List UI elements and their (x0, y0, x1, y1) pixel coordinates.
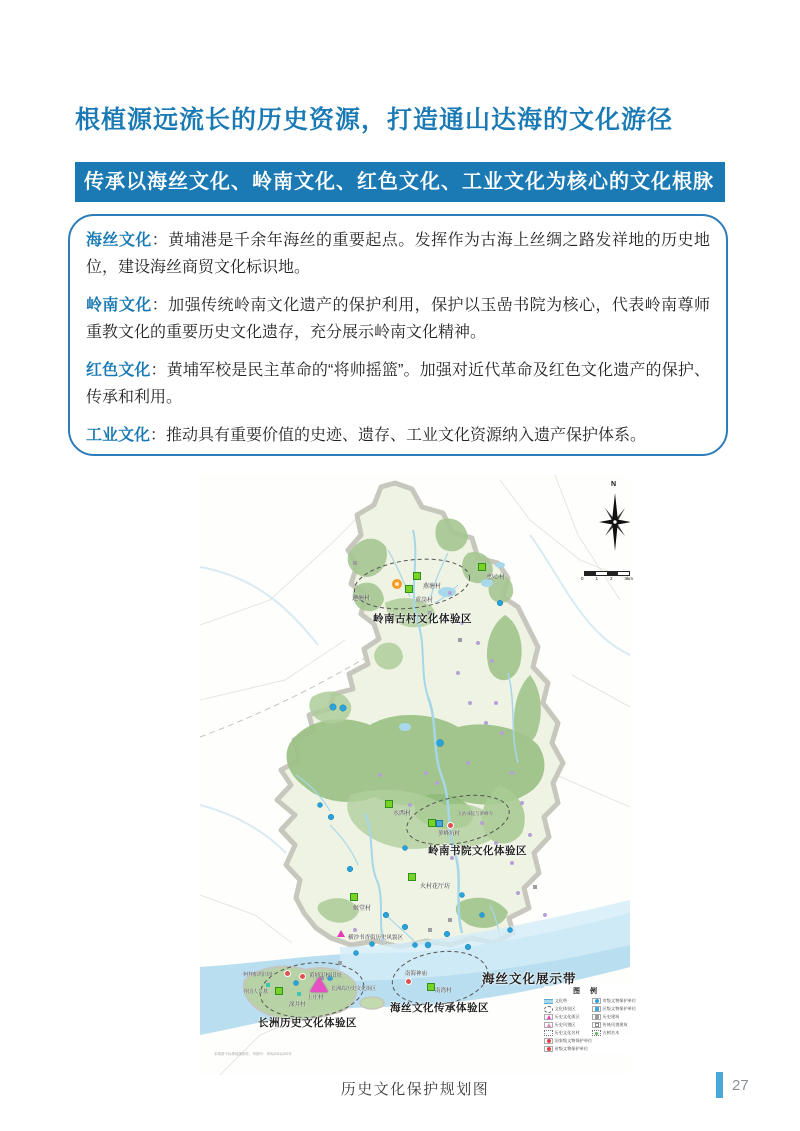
site-label: 塱心村 (487, 575, 506, 581)
historic-street-icon (544, 1014, 553, 1020)
site-label: 莲塘村 (352, 596, 371, 602)
paragraph-gongye: 工业文化：推动具有重要价值的史迹、遗存、工业文化资源纳入遗产保护体系。 (86, 427, 647, 444)
site-label: 长洲岛历史文化街区 (331, 986, 377, 992)
legend-item: 历史建筑 (592, 1014, 630, 1021)
legend-item: 传统风貌建筑 (592, 1022, 630, 1029)
zone-label-lingnan-villages: 岭南古村文化体验区 (373, 613, 472, 625)
paragraph-haisi-text: 黄埔港是千余年海丝的重要起点。发挥作为古海上丝绸之路发祥地的历史地位，建设海丝商贸文化标识地。 (86, 232, 710, 276)
site-label: 黄埔军校旧址 (309, 973, 343, 979)
paragraph-lingnan: 岭南文化：加强传统岭南文化遗产的保护利用，保护以玉嵒书院为核心，代表岭南尊师重教文化的重要历史文化遗存，充分展示岭南文化精神。 (86, 297, 710, 341)
site-label: 柯拜船坞旧址 (243, 972, 274, 978)
page-number: 27 (732, 1077, 749, 1094)
legend-item: 市级文物保护单位 (592, 998, 630, 1005)
page-number-bar (716, 1072, 723, 1098)
zone-label-haisi-heritage: 海丝文化传承体验区 (390, 1002, 489, 1014)
site-label: 深井村 (289, 1002, 306, 1008)
site-label: 姬堂村 (353, 906, 372, 912)
legend-item: 历史文化街区 (544, 1014, 590, 1021)
site-label: 萝峰坑村 (438, 831, 461, 837)
term-gongye: 工业文化 (86, 427, 151, 444)
legend-title: 图 例 (573, 988, 601, 995)
culture-belt-icon (544, 998, 553, 1004)
paragraph-hongse-text: 黄埔军校是民主革命的“将帅摇篮”。加强对近代革命及红色文化遗产的保护、传承和利用。 (86, 362, 710, 406)
paragraph-gongye-text: 推动具有重要价值的史迹、遗存、工业文化资源纳入遗产保护体系。 (166, 427, 647, 444)
district-heritage-icon (592, 1006, 601, 1012)
legend-item: 历史文化名村 (544, 1030, 590, 1037)
zone-label-haisi-belt: 海丝文化展示带 (482, 972, 577, 986)
site-label: 火村花厅坊 (420, 884, 451, 890)
planning-map (200, 475, 637, 1075)
site-label: 南湾村 (435, 988, 452, 994)
ancient-tree-icon (592, 1030, 601, 1036)
culture-summary-box (68, 214, 728, 456)
map-disclaimer: 本图基于标准地图制作，审图号：粤S(2021)100号 (214, 1052, 292, 1056)
legend-item: 区级文物保护单位 (592, 1006, 630, 1013)
national-heritage-icon (544, 1038, 553, 1044)
provincial-heritage-icon (544, 1046, 553, 1052)
site-label: 上庄村 (307, 995, 324, 1001)
site-label: 水西村 (393, 811, 412, 817)
legend-item: 文化带 (544, 998, 590, 1005)
city-heritage-icon (592, 998, 601, 1004)
site-label: 燕塘村 (423, 584, 442, 590)
paragraph-hongse: 红色文化：黄埔军校是民主革命的“将帅摇篮”。加强对近代革命及红色文化遗产的保护、传承和利用。 (86, 362, 710, 406)
term-lingnan: 岭南文化 (86, 297, 152, 314)
historic-area-icon (544, 1022, 553, 1028)
section-banner: 传承以海丝文化、岭南文化、红色文化、工业文化为核心的文化根脉 (75, 162, 725, 202)
legend-item: 国家级文物保护单位 (544, 1038, 590, 1045)
term-hongse: 红色文化 (86, 362, 151, 379)
site-label: 重岗村 (415, 598, 434, 604)
map-caption: 历史文化保护规划图 (340, 1081, 490, 1098)
site-label: 外国人公墓 (243, 989, 269, 995)
legend-item: 古树名木 (592, 1030, 630, 1037)
historic-village-icon (544, 1030, 553, 1036)
paragraph-lingnan-text: 加强传统岭南文化遗产的保护利用，保护以玉嵒书院为核心，代表岭南尊师重教文化的重要历史文化遗存，充分展示岭南文化精神。 (86, 297, 710, 341)
legend-item: 文化体验区 (544, 1006, 590, 1013)
term-haisi: 海丝文化 (86, 232, 152, 249)
legend-item: 历史风貌区 (544, 1022, 590, 1029)
site-label: 玉嵒书院与萝峰寺 (457, 811, 493, 816)
scale-labels: 0 1 2 3km (581, 576, 633, 581)
historic-building-icon (592, 1014, 601, 1020)
traditional-building-icon (592, 1022, 601, 1028)
culture-zone-icon (544, 1006, 553, 1012)
map-legend (544, 986, 637, 1053)
paragraph-haisi: 海丝文化：黄埔港是千余年海丝的重要起点。发挥作为古海上丝绸之路发祥地的历史地位，建设海丝商贸文化标识地。 (86, 232, 710, 276)
site-label: 横沙书香街历史风貌区 (348, 935, 404, 941)
site-label: 南海神庙 (405, 971, 428, 977)
legend-item: 省级文物保护单位 (544, 1046, 590, 1053)
compass-north-label: N (611, 481, 617, 488)
zone-labels (200, 475, 630, 1075)
zone-label-lingnan-academy: 岭南书院文化体验区 (428, 845, 527, 857)
page-title: 根植源远流长的历史资源，打造通山达海的文化游径 (75, 106, 674, 134)
zone-label-changzhou: 长洲历史文化体验区 (258, 1017, 357, 1029)
